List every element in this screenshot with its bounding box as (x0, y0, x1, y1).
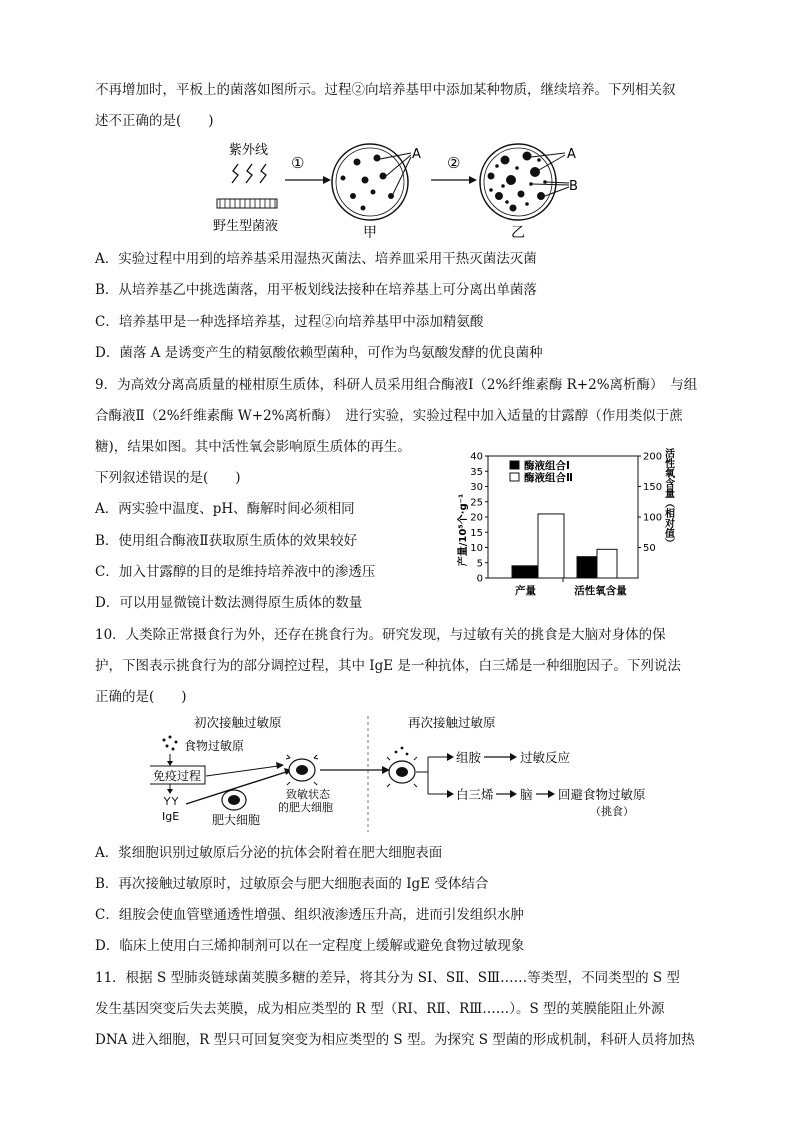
picky-label: （挑食） (590, 805, 634, 818)
step-1-label: ① (291, 154, 305, 172)
x-category-label: 活性氧含量 (574, 585, 627, 597)
chart-legend (510, 459, 573, 484)
y-tick-left-label: 0 (476, 573, 483, 585)
y-tick-left-label: 20 (470, 512, 483, 524)
avoid-label: 回避食物过敏原 (558, 787, 646, 802)
q10-figure (150, 712, 690, 836)
second-contact-label: 再次接触过敏原 (408, 715, 496, 730)
histamine-label: 组胺 (456, 750, 482, 765)
culture-label: 野生型菌液 (213, 219, 279, 234)
arrow-head-icon (447, 753, 454, 761)
sensitized-mast-cell-icon (286, 755, 318, 785)
x-category-labels (515, 584, 627, 597)
arrow-icon (206, 762, 284, 776)
q11-line-2: 发生基因突变后失去荚膜，成为相应类型的 R 型（RⅠ、RⅡ、RⅢ……）。S 型的荚膜能阻止外源 (95, 1001, 665, 1017)
mast-cell-label: 肥大细胞 (212, 813, 261, 827)
y-tick-left-label: 5 (476, 558, 483, 570)
q8-option-b: B．从培养基乙中挑选菌落，用平板划线法接种在培养基上可分离出单菌落 (95, 282, 537, 298)
legend-swatch (510, 473, 519, 481)
arrow-right-icon (496, 790, 517, 798)
branch-lines (416, 757, 448, 794)
q8-stem-line-1: 不再增加时，平板上的菌落如图所示。过程②向培养基甲中添加某种物质，继续培养。下列相关叙 (95, 82, 676, 98)
q10-option-b: B．再次接触过敏原时，过敏原会与肥大细胞表面的 IgE 受体结合 (95, 876, 489, 892)
q10-option-d: D．临床上使用白三烯抑制剂可以在一定程度上缓解或避免食物过敏现象 (95, 938, 525, 954)
plate-b-label: 乙 (511, 225, 525, 240)
y-axis-right-label: 活性氧含量（相对值） (662, 448, 674, 548)
label-b: B (569, 179, 578, 194)
uv-rays-icon (232, 164, 266, 183)
y-tick-left-label: 30 (470, 482, 483, 493)
y-ticks-left (470, 452, 488, 585)
step-2-label: ② (447, 154, 461, 172)
y-tick-right-label: 150 (643, 482, 663, 493)
immune-process-label: 免疫过程 (153, 769, 202, 783)
q10-stem-line-3: 正确的是( ) (95, 689, 187, 705)
antibody-icon (164, 797, 178, 805)
q9-stem-line-2: 合酶液Ⅱ（2%纤维素酶 W+2%离析酶） 进行实验，实验过程中加入适量的甘露醇（作用类似于蔗 (95, 408, 683, 424)
y-tick-right-label: 100 (643, 512, 663, 524)
q8-option-a: A．实验过程中用到的培养基采用湿热灭菌法、培养皿采用干热灭菌法灭菌 (95, 251, 537, 267)
allergen-dots-icon (163, 736, 178, 751)
arrow-right-icon (431, 176, 477, 184)
y-tick-left-label: 40 (470, 451, 483, 463)
sensitized-label-line-2: 的肥大细胞 (278, 801, 333, 814)
sensitized-label-line-1: 致敏状态 (286, 788, 330, 801)
q8-option-c: C．培养基甲是一种选择培养基，过程②向培养基甲中添加精氨酸 (95, 314, 484, 330)
legend-label: 酶液组合Ⅰ (524, 460, 570, 472)
q9-option-a: A．两实验中温度、pH、酶解时间必须相同 (95, 501, 355, 517)
plate-a-label: 甲 (363, 225, 377, 240)
q9-option-c: C．加入甘露醇的目的是维持培养液中的渗透压 (95, 564, 376, 580)
uv-label: 紫外线 (229, 143, 269, 158)
arrow-right-icon (484, 753, 517, 761)
q9-option-d: D．可以用显微镜计数法测得原生质体的数量 (95, 595, 363, 611)
bar-series1 (577, 557, 597, 578)
arrow-down-icon (167, 784, 173, 794)
q8-stem-line-2: 述不正确的是( ) (95, 113, 214, 129)
y-tick-left-label: 15 (470, 527, 483, 539)
q10-stem-line-2: 护，下图表示挑食行为的部分调控过程，其中 IgE 是一种抗体，白三烯是一种细胞因子。下列说法 (95, 658, 681, 674)
label-a-second: A (567, 147, 576, 162)
legend-label: 酶液组合Ⅱ (524, 472, 573, 484)
first-contact-label: 初次接触过敏原 (194, 715, 282, 730)
arrow-right-icon (320, 766, 390, 774)
brain-label: 脑 (520, 787, 533, 802)
q9-stem-line-3: 糖)，结果如图。其中活性氧会影响原生质体的再生。 (95, 439, 411, 455)
allergen-dots-icon (395, 747, 409, 756)
label-a-first: A (412, 147, 421, 162)
leukotriene-label: 白三烯 (456, 787, 494, 802)
bar-series1 (512, 566, 538, 578)
legend-swatch (510, 461, 519, 469)
y-tick-left-label: 25 (470, 497, 483, 509)
food-allergen-label: 食物过敏原 (184, 739, 245, 753)
x-category-label: 产量 (515, 585, 536, 597)
q9-option-b: B．使用组合酶液Ⅱ获取原生质体的效果较好 (95, 533, 358, 549)
ige-label: IgE (162, 810, 180, 823)
y-axis-left-label: 产量/10⁵个·g⁻¹ (458, 493, 469, 567)
culture-dish-icon (217, 199, 277, 208)
chart-bars (512, 514, 617, 578)
y-tick-right-label: 200 (643, 451, 663, 463)
y-tick-right-label: 50 (643, 543, 656, 554)
arrow-right-icon (285, 176, 331, 184)
q9-stem-line-4: 下列叙述错误的是( ) (95, 470, 241, 486)
y-tick-left-label: 10 (470, 543, 483, 554)
q8-option-d: D．菌落 A 是诱变产生的精氨酸依赖型菌种，可作为鸟氨酸发酵的优良菌种 (95, 345, 543, 361)
q10-option-a: A．浆细胞识别过敏原后分泌的抗体会附着在肥大细胞表面 (95, 845, 443, 861)
q9-stem-line-1: 9．为高效分离高质量的椪柑原生质体，科研人员采用组合酶液Ⅰ（2%纤维素酶 R+2%离析酶） 与组 (95, 377, 698, 393)
arrow-down-icon (167, 754, 173, 766)
q10-stem-line-1: 10．人类除正常摄食行为外，还存在挑食行为。研究发现，与过敏有关的挑食是大脑对身体的保 (95, 627, 666, 643)
y-ticks-right (638, 452, 662, 555)
arrow-right-icon (536, 790, 555, 798)
q10-option-c: C．组胺会使血管壁通透性增强、组织液渗透压升高，进而引发组织水肿 (95, 907, 524, 923)
q9-bar-chart (440, 444, 690, 600)
mast-cell-reexposure-icon (387, 757, 417, 787)
mast-cell-icon (222, 790, 246, 810)
q8-figure (205, 136, 625, 240)
allergic-reaction-label: 过敏反应 (520, 750, 571, 765)
q11-line-3: DNA 进入细胞，R 型只可回复突变为相应类型的 S 型。为探究 S 型菌的形成机制，科研人员将加热 (95, 1032, 695, 1048)
arrow-head-icon (447, 790, 454, 798)
y-tick-left-label: 35 (470, 466, 483, 478)
bar-series2 (538, 514, 564, 578)
bar-series2 (597, 549, 617, 578)
q11-line-1: 11．根据 S 型肺炎链球菌荚膜多糖的差异，将其分为 SⅠ、SⅡ、SⅢ……等类型，不同类型的 S 型 (95, 970, 680, 986)
